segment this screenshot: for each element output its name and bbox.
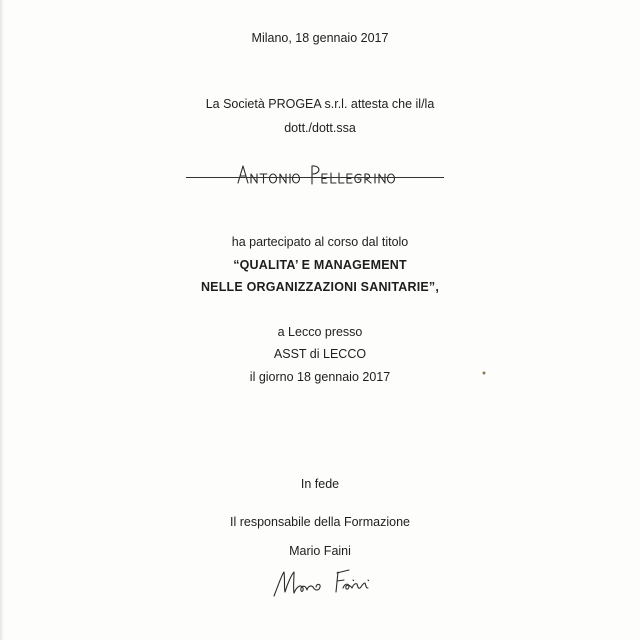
attest-line-2: dott./dott.ssa (284, 121, 356, 135)
attest-line-1: La Società PROGEA s.r.l. attesta che il/la (205, 97, 435, 111)
course-title-line-2: NELLE ORGANIZZAZIONI SANITARIE”, (200, 280, 440, 294)
signer-name: Mario Faini (289, 544, 351, 558)
course-title-line-1: “QUALITA’ E MANAGEMENT (233, 258, 407, 272)
scan-speck (482, 362, 486, 366)
course-intro: ha partecipato al corso dal titolo (231, 235, 409, 249)
name-underline (186, 177, 444, 178)
location-line-2: ASST di LECCO (273, 347, 367, 361)
date-line: Milano, 18 gennaio 2017 (251, 31, 389, 45)
signer-role: Il responsabile della Formazione (230, 515, 410, 529)
participant-name-handwriting (236, 163, 416, 185)
closing-line: In fede (300, 477, 340, 491)
day-line: il giorno 18 gennaio 2017 (249, 370, 391, 384)
signature-handwriting (270, 566, 380, 600)
location-line-1: a Lecco presso (277, 325, 363, 339)
